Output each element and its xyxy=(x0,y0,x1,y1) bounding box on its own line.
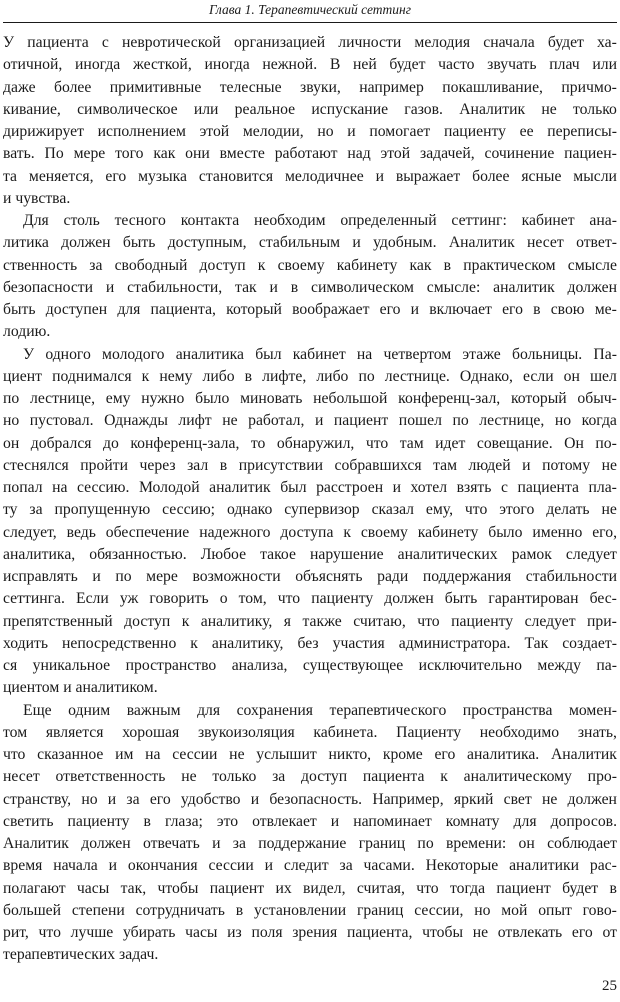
text-line: кивание, символическое или реальное испускание газов. Аналитик не только xyxy=(3,100,617,118)
paragraph xyxy=(3,32,617,210)
text-line: несет ответственность не только за доступ пациента к аналитическому про- xyxy=(3,768,617,786)
paragraph xyxy=(3,344,617,700)
text-line: литика должен быть доступным, стабильным и удобным. Аналитик несет ответ- xyxy=(3,234,617,252)
text-line: полагают часы так, чтобы пациент их видел, считая, что тогда пациент будет в xyxy=(3,879,617,897)
text-line: У одного молодого аналитика был кабинет на четвертом этаже больницы. Па- xyxy=(23,345,617,363)
text-line: аналитика, обязанностью. Любое такое нарушение аналитических рамок следует xyxy=(3,545,617,563)
text-line: светить пациенту в глаза; это отвлекает и напоминает комнату для допросов. xyxy=(3,812,617,830)
text-line: препятственный доступ к аналитику, я также считаю, что пациенту следует при- xyxy=(3,612,617,630)
text-line: он добрался до конференц-зала, то обнаружил, что там идет совещание. Он по- xyxy=(3,434,617,452)
running-head: Глава 1. Терапевтический сеттинг xyxy=(208,2,412,17)
text-line: вать. По мере того как они вместе работают над этой задачей, сочинение пациен- xyxy=(3,145,617,163)
body-text xyxy=(3,32,617,967)
text-line: Еще одним важным для сохранения терапевтического пространства момен- xyxy=(23,701,617,719)
text-line: та меняется, его музыка становится мелодичнее и выражает более ясные мысли xyxy=(3,167,617,185)
text-line: отичной, иногда жесткой, иногда нежной. В ней будет часто звучать плач или xyxy=(3,56,617,74)
text-line: по лестнице, ему нужно было миновать небольшой конференц-зал, который обыч- xyxy=(3,390,617,407)
text-line: терапевтических задач. xyxy=(3,946,159,964)
text-line: следует, ведь обеспечение надежного доступа к своему кабинету было именно его, xyxy=(3,523,617,541)
text-line: и чувства. xyxy=(3,189,71,207)
text-line: У пациента с невротической организацией личности мелодия сначала будет ха- xyxy=(3,34,617,51)
text-line: Для столь тесного контакта необходим определенный сеттинг: кабинет ана- xyxy=(23,212,617,229)
text-line: рит, что лучше убирать часы из поля зрения пациента, чтобы не отвлекать его от xyxy=(3,924,617,941)
text-line: сеттинга. Если уж говорить о том, что пациенту должен быть гарантирован бес- xyxy=(3,590,617,608)
text-line: том является хорошая звукоизоляция кабинета. Пациенту необходимо знать, xyxy=(3,723,617,741)
text-line: большей степени сотрудничать в установлении границ сессии, но мой опыт гово- xyxy=(3,901,617,919)
paragraph xyxy=(3,700,617,967)
text-line: попал на сессию. Молодой аналитик был расстроен и хотел взять с пациента пла- xyxy=(3,479,617,496)
text-line: циентом и аналитиком. xyxy=(3,679,158,697)
text-line: дирижирует исполнением этой мелодии, но и помогает пациенту ее переписы- xyxy=(3,123,617,140)
text-line: циент поднимался к нему либо в лифте, либо по лестнице. Однако, если он шел xyxy=(3,367,617,385)
paragraph xyxy=(3,210,617,344)
text-line: ходить непосредственно к аналитику, без участия администратора. Так создает- xyxy=(3,634,617,652)
header-rule xyxy=(3,22,617,23)
text-line: быть доступен для пациента, который воображает его и включает его в свою ме- xyxy=(3,301,617,318)
text-line: ту за пропущенную сессию; однако супервизор сказал ему, что этого делать не xyxy=(3,501,617,519)
text-line: ся уникальное пространство анализа, существующее исключительно между па- xyxy=(3,657,617,674)
text-line: стеснялся пройти через зал в присутствии собравшихся там людей и потому не xyxy=(3,456,617,474)
text-line: странству, но и за его удобство и безопасность. Например, яркий свет не должен xyxy=(3,790,617,808)
page-number: 25 xyxy=(602,978,617,994)
text-line: ственность за свободный доступ к своему кабинету как в практическом смысле xyxy=(3,256,617,274)
text-line: даже более примитивные телесные звуки, например покашливание, причмо- xyxy=(3,78,617,96)
text-line: безопасности и стабильности, так и в символическом смысле: аналитик должен xyxy=(3,278,617,296)
text-line: что сказанное им на сессии не услышит никто, кроме его аналитика. Аналитик xyxy=(3,746,617,763)
text-line: время начала и окончания сессии и следит за часами. Некоторые аналитики рас- xyxy=(3,857,617,875)
text-line: исправлять и по мере возможности объяснять ради поддержания стабильности xyxy=(3,568,617,585)
text-line: Аналитик должен отвечать и за поддержание границ по времени: он соблюдает xyxy=(3,835,617,852)
text-line: но пустовал. Однажды лифт не работал, и пациент пошел по лестнице, но когда xyxy=(3,412,617,430)
text-line: лодию. xyxy=(3,323,51,341)
